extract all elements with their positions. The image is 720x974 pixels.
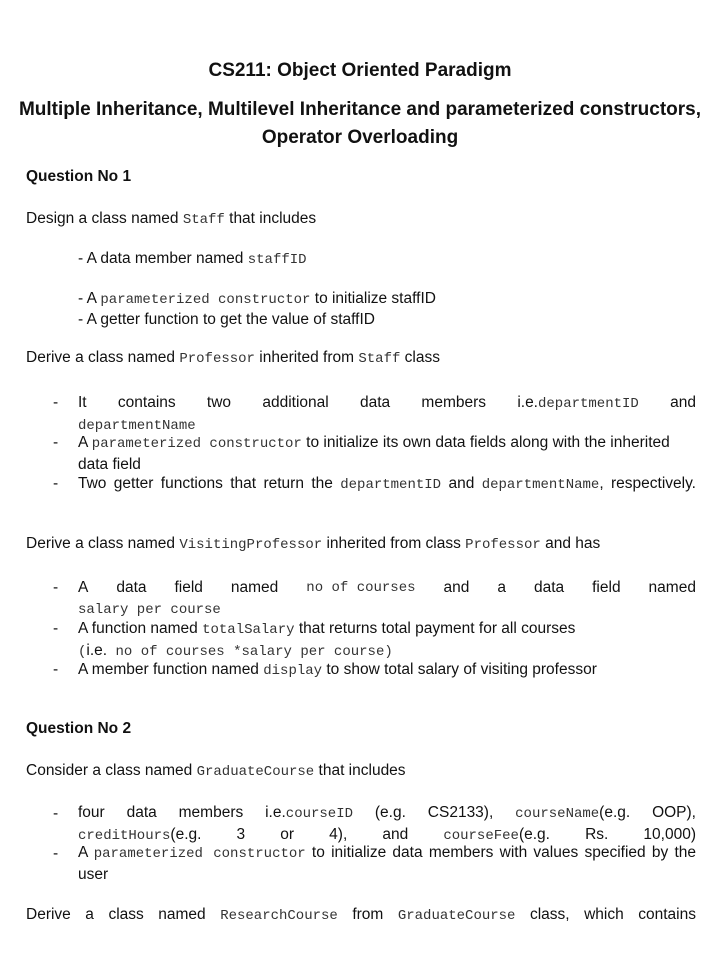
question-2-heading: Question No 2 xyxy=(26,720,132,737)
professor-bullet-constructor: A parameterized constructor to initialize its own data fields along with the inherited data field xyxy=(78,434,670,473)
professor-bullet-members: It contains two additional data members i.e.departmentID and departmentName xyxy=(78,394,696,434)
course-title: CS211: Object Oriented Paradigm xyxy=(208,60,512,81)
q2-intro: Consider a class named GraduateCourse that includes xyxy=(26,762,406,780)
bullet-dash: - xyxy=(53,620,59,637)
q1-intro: Design a class named Staff that includes xyxy=(26,210,317,228)
graduate-bullet-constructor: A parameterized constructor to initialize data members with values specified by the user xyxy=(78,844,697,883)
visiting-bullet-display: A member function named display to show total salary of visiting professor xyxy=(78,661,597,679)
staff-item-getter: - A getter function to get the value of staffID xyxy=(78,311,375,328)
staff-item-data-member: - A data member named staffID xyxy=(78,250,307,268)
question-1-heading: Question No 1 xyxy=(26,168,132,185)
bullet-dash: - xyxy=(53,579,59,596)
bullet-dash: - xyxy=(53,661,59,678)
bullet-dash: - xyxy=(53,475,59,492)
derive-research-course: Derive a class named ResearchCourse from GraduateCourse class, which contains xyxy=(26,906,696,924)
document-subtitle: Multiple Inheritance, Multilevel Inheritance and parameterized constructors, Operator Overloading xyxy=(18,99,702,148)
bullet-dash: - xyxy=(53,434,59,451)
professor-bullet-getters: Two getter functions that return the departmentID and departmentName, respectively. xyxy=(78,475,696,493)
staff-item-constructor: - A parameterized constructor to initialize staffID xyxy=(78,290,436,308)
visiting-bullet-total-salary: A function named totalSalary that returns total payment for all courses (i.e. no of courses *salary per course) xyxy=(78,620,576,660)
visiting-bullet-fields: A data field named no of courses and a data field named salary per course xyxy=(78,579,696,618)
bullet-dash: - xyxy=(53,394,59,411)
graduate-bullet-members: four data members i.e.courseID (e.g. CS2133), courseName(e.g. OOP), creditHours(e.g. 3 or 4), and courseFee(e.g. Rs. 10,000) xyxy=(78,804,696,844)
bullet-dash: - xyxy=(53,805,59,822)
derive-visiting-professor: Derive a class named VisitingProfessor inherited from class Professor and has xyxy=(26,535,601,553)
bullet-dash: - xyxy=(53,845,59,862)
derive-professor: Derive a class named Professor inherited from Staff class xyxy=(26,349,440,367)
